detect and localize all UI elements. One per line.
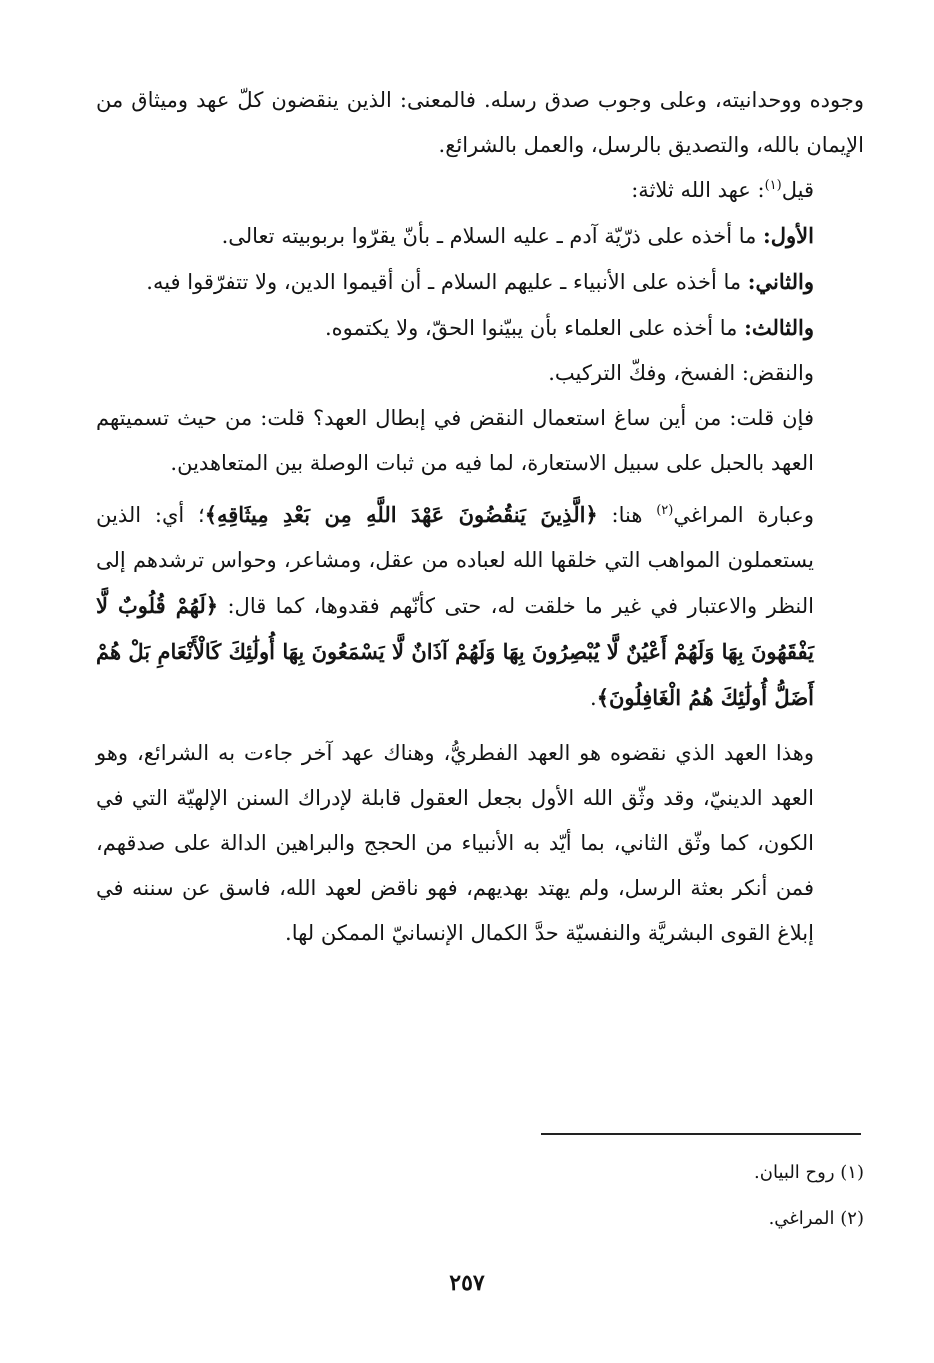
paragraph-text: والنقض: الفسخ، وفكّ التركيب. (548, 361, 814, 385)
paragraph-third (96, 305, 864, 351)
footnote-item (96, 1150, 864, 1196)
item-heading: والثاني: (747, 269, 814, 294)
footnote-ref: (٢) (656, 503, 674, 518)
paragraph-text: وجوده ووحدانيته، وعلى وجوب صدق رسله. فالمعنى: الذين ينقضون كلّ عهد وميثاق من الإيمان بالله، والتصديق بالرسل، والعمل بالشرائع. (96, 88, 864, 157)
paragraph-intro (96, 78, 864, 168)
paragraph-text: وعبارة المراغي (673, 503, 814, 527)
paragraph-text: قيل (781, 178, 814, 202)
paragraph-text: ؛ أي: الذين يستعملون المواهب التي خلقها الله لعباده من عقل، ومشاعر، وحواس ترشدهم إلى النظر والاعتبار في غير ما خلقت له، حتى كأنّهم فقدوها، كما قال: (96, 503, 814, 618)
item-heading: الأول: (763, 223, 814, 248)
footnote-number: (١) (840, 1162, 864, 1183)
paragraph-second (96, 259, 864, 305)
footnote-ref: (١) (764, 178, 782, 193)
paragraph-first (96, 213, 864, 259)
footnote-text: روح البيان. (754, 1162, 835, 1183)
paragraph-maraghi (96, 492, 864, 721)
paragraph-question (96, 396, 864, 486)
paragraph-naqd (96, 351, 864, 396)
paragraph-text: هنا: (597, 503, 657, 527)
footnotes (96, 1150, 864, 1242)
paragraph-text: : عهد الله ثلاثة: (631, 178, 765, 202)
footnote-number: (٢) (840, 1208, 864, 1229)
paragraph-text: فإن قلت: من أين ساغ استعمال النقض في إبطال العهد؟ قلت: من حيث تسميتهم العهد بالحبل على سبيل الاستعارة، لما فيه من ثبات الوصلة بين المتعاهدين. (96, 406, 814, 475)
paragraph-covenants-intro (96, 168, 864, 213)
footnote-divider (541, 1133, 861, 1135)
footnote-item (96, 1196, 864, 1242)
quran-verse: ﴿لَهُمْ قُلُوبٌ لَّا يَفْقَهُونَ بِهَا وَلَهُمْ أَعْيُنٌ لَّا يُبْصِرُونَ بِهَا وَلَهُمْ آذَانٌ لَّا يَسْمَعُونَ بِهَا أُولَٰئِكَ كَالْأَنْعَامِ بَلْ هُمْ أَضَلُّ أُولَٰئِكَ هُمُ الْغَافِلُونَ﴾ (96, 593, 814, 710)
paragraph-text: ما أخذه على ذرّيّة آدم ـ عليه السلام ـ بأنّ يقرّوا بربوبيته تعالى. (221, 224, 764, 248)
page-number: ٢٥٧ (449, 1270, 485, 1296)
item-heading: والثالث: (744, 315, 814, 340)
paragraph-text: وهذا العهد الذي نقضوه هو العهد الفطريُّ، وهناك عهد آخر جاءت به الشرائع، وهو العهد الدينيّ، وقد وثّق الله الأول بجعل العقول قابلة لإدراك السنن الإلهيّة التي في الكون، كما وثّق الثاني، بما أيّد به الأنبياء من الحجج والبراهين الدالة على صدقهم، فمن أنكر بعثة الرسل، ولم يهتد بهديهم، فهو ناقض لعهد الله، فاسق عن سننه في إبلاغ القوى البشريَّة والنفسيّة حدَّ الكمال الإنسانيّ الممكن لها. (96, 741, 814, 945)
paragraph-text: . (590, 686, 597, 710)
paragraph-text: ما أخذه على الأنبياء ـ عليهم السلام ـ أن أقيموا الدين، ولا تتفرّقوا فيه. (146, 270, 748, 294)
paragraph-fitri (96, 731, 864, 956)
main-text (96, 78, 864, 956)
footnote-text: المراغي. (768, 1208, 835, 1229)
quran-verse: ﴿الَّذِينَ يَنقُضُونَ عَهْدَ اللَّهِ مِن بَعْدِ مِيثَاقِهِ﴾ (204, 502, 598, 527)
paragraph-text: ما أخذه على العلماء بأن يبيّنوا الحقّ، ولا يكتموه. (324, 316, 745, 340)
